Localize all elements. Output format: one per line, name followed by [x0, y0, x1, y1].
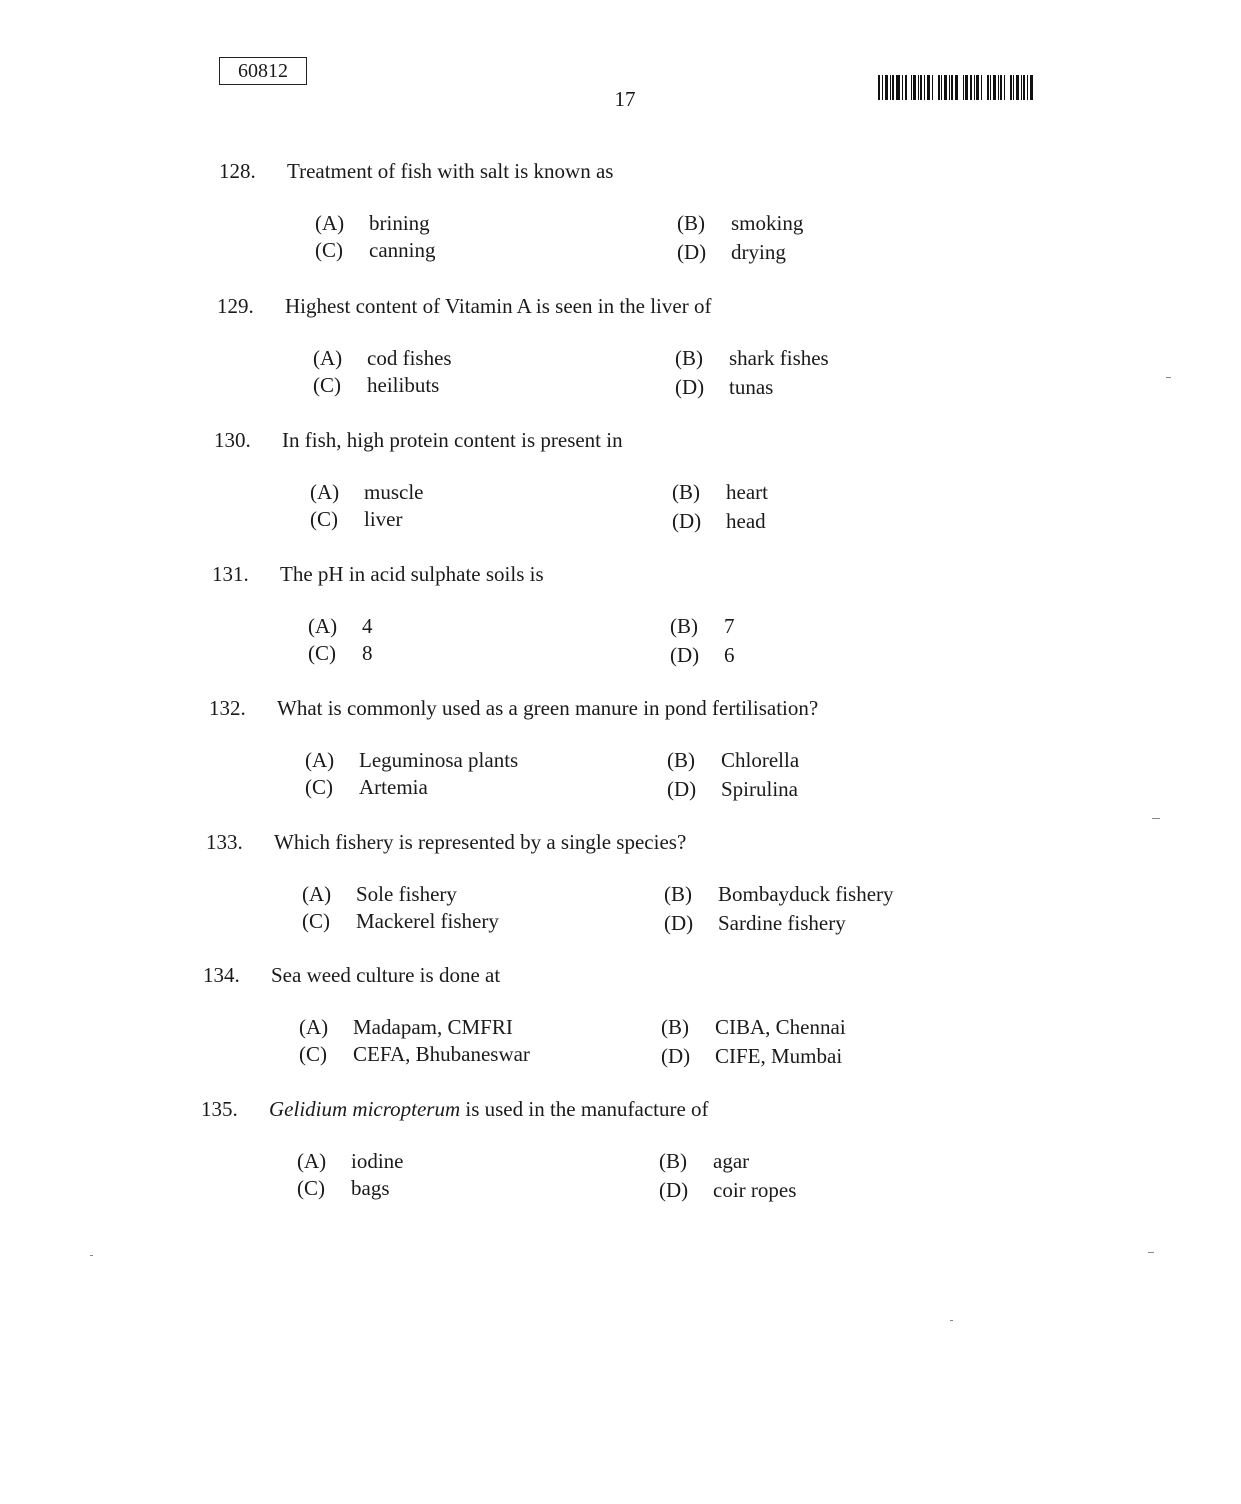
option-text: smoking: [731, 211, 804, 235]
option-text: 4: [362, 614, 373, 638]
question-text: Treatment of fish with salt is known as: [287, 159, 614, 183]
option-text: Sole fishery: [356, 882, 457, 906]
scan-speck: [1166, 377, 1171, 378]
option-label: (B): [675, 346, 703, 370]
option-label: (A): [308, 614, 338, 638]
option-d[interactable]: [677, 239, 786, 269]
question-number: 135.: [201, 1097, 238, 1121]
option-d[interactable]: [672, 508, 766, 538]
scan-speck: [1148, 1252, 1154, 1253]
option-c[interactable]: [299, 1041, 530, 1071]
option-text: CEFA, Bhubaneswar: [353, 1042, 530, 1066]
option-text: Artemia: [359, 775, 428, 799]
question-text: is used in the manufacture of: [460, 1097, 709, 1121]
scan-speck: [90, 1255, 93, 1256]
option-c[interactable]: [305, 774, 428, 804]
paper-code-box: 60812: [219, 57, 307, 85]
option-text: cod fishes: [367, 346, 452, 370]
question-number: 133.: [206, 830, 243, 854]
option-label: (B): [659, 1149, 687, 1173]
option-label: (D): [664, 911, 694, 935]
option-text: Spirulina: [721, 777, 798, 801]
question-number: 132.: [209, 696, 246, 720]
option-text: head: [726, 509, 766, 533]
option-label: (D): [672, 509, 702, 533]
question-129: [217, 291, 829, 405]
barcode-icon: [878, 75, 1033, 100]
option-c[interactable]: [310, 506, 402, 536]
option-label: (D): [661, 1044, 691, 1068]
option-label: (B): [677, 211, 705, 235]
option-label: (C): [297, 1176, 325, 1200]
option-label: (C): [313, 373, 341, 397]
option-label: (B): [664, 882, 692, 906]
option-label: (C): [315, 238, 343, 262]
option-label: (D): [675, 375, 705, 399]
option-d[interactable]: [675, 374, 773, 404]
option-b[interactable]: [664, 881, 894, 911]
question-131: [212, 559, 735, 673]
option-label: (D): [667, 777, 697, 801]
option-text: canning: [369, 238, 436, 262]
option-text: heilibuts: [367, 373, 440, 397]
option-label: (C): [310, 507, 338, 531]
option-b[interactable]: [672, 479, 768, 509]
page-number: 17: [614, 87, 636, 111]
option-text: brining: [369, 211, 430, 235]
option-text: iodine: [351, 1149, 404, 1173]
option-a[interactable]: [305, 747, 518, 777]
option-d[interactable]: [670, 642, 735, 672]
option-b[interactable]: [667, 747, 799, 777]
option-label: (A): [305, 748, 335, 772]
option-label: (C): [308, 641, 336, 665]
question-text: Highest content of Vitamin A is seen in the liver of: [285, 294, 712, 318]
question-number: 134.: [203, 963, 240, 987]
question-132: [209, 693, 818, 807]
option-b[interactable]: [670, 613, 735, 643]
options-list: [217, 345, 829, 405]
option-label: (C): [299, 1042, 327, 1066]
options-list: [201, 1148, 797, 1208]
option-d[interactable]: [664, 910, 846, 940]
option-c[interactable]: [302, 908, 499, 938]
species-name: Gelidium micropterum: [269, 1097, 461, 1121]
option-d[interactable]: [659, 1177, 796, 1207]
question-130: [214, 425, 768, 539]
options-list: [206, 881, 894, 941]
option-text: 8: [362, 641, 373, 665]
option-text: tunas: [729, 375, 774, 399]
question-number: 129.: [217, 294, 254, 318]
options-list: [214, 479, 768, 539]
option-label: (B): [667, 748, 695, 772]
option-text: CIBA, Chennai: [715, 1015, 846, 1039]
question-number: 131.: [212, 562, 249, 586]
option-label: (A): [310, 480, 340, 504]
question-text: The pH in acid sulphate soils is: [280, 562, 544, 586]
option-label: (A): [297, 1149, 327, 1173]
option-label: (D): [659, 1178, 689, 1202]
question-text: Which fishery is represented by a single species?: [274, 830, 687, 854]
option-label: (B): [661, 1015, 689, 1039]
option-c[interactable]: [308, 640, 373, 670]
option-b[interactable]: [677, 210, 803, 240]
question-number: 128.: [219, 159, 256, 183]
scan-speck: [1152, 818, 1160, 819]
option-a[interactable]: [299, 1014, 513, 1044]
question-134: [203, 960, 846, 1074]
option-text: drying: [731, 240, 786, 264]
option-b[interactable]: [659, 1148, 749, 1178]
option-text: 7: [724, 614, 735, 638]
option-label: (A): [299, 1015, 329, 1039]
option-b[interactable]: [675, 345, 829, 375]
question-text: Sea weed culture is done at: [271, 963, 501, 987]
options-list: [209, 747, 818, 807]
option-text: CIFE, Mumbai: [715, 1044, 843, 1068]
option-text: liver: [364, 507, 403, 531]
option-c[interactable]: [315, 237, 435, 267]
option-a[interactable]: [302, 881, 457, 911]
option-label: (A): [313, 346, 343, 370]
option-text: Leguminosa plants: [359, 748, 519, 772]
option-a[interactable]: [308, 613, 373, 643]
option-text: Chlorella: [721, 748, 800, 772]
question-128: [219, 156, 804, 270]
option-label: (C): [302, 909, 330, 933]
question-text: In fish, high protein content is present in: [282, 428, 623, 452]
question-text: What is commonly used as a green manure in pond fertilisation?: [277, 696, 819, 720]
option-text: heart: [726, 480, 768, 504]
option-text: Mackerel fishery: [356, 909, 499, 933]
option-c[interactable]: [313, 372, 439, 402]
option-text: coir ropes: [713, 1178, 797, 1202]
option-d[interactable]: [661, 1043, 842, 1073]
options-list: [219, 210, 804, 270]
option-d[interactable]: [667, 776, 798, 806]
option-label: (D): [677, 240, 707, 264]
option-a[interactable]: [297, 1148, 404, 1178]
option-text: muscle: [364, 480, 424, 504]
option-text: Madapam, CMFRI: [353, 1015, 513, 1039]
option-label: (B): [670, 614, 698, 638]
option-text: Bombayduck fishery: [718, 882, 894, 906]
question-135: [201, 1094, 797, 1208]
scan-speck: [950, 1320, 953, 1321]
option-text: bags: [351, 1176, 390, 1200]
option-c[interactable]: [297, 1175, 390, 1205]
option-a[interactable]: [313, 345, 452, 375]
options-list: [212, 613, 735, 673]
options-list: [203, 1014, 846, 1074]
option-label: (D): [670, 643, 700, 667]
option-a[interactable]: [315, 210, 430, 240]
option-label: (C): [305, 775, 333, 799]
option-text: agar: [713, 1149, 750, 1173]
option-text: Sardine fishery: [718, 911, 846, 935]
option-label: (A): [302, 882, 332, 906]
option-b[interactable]: [661, 1014, 846, 1044]
option-label: (A): [315, 211, 345, 235]
option-text: shark fishes: [729, 346, 829, 370]
option-label: (B): [672, 480, 700, 504]
option-text: 6: [724, 643, 735, 667]
option-a[interactable]: [310, 479, 423, 509]
question-number: 130.: [214, 428, 251, 452]
question-133: [206, 827, 894, 941]
